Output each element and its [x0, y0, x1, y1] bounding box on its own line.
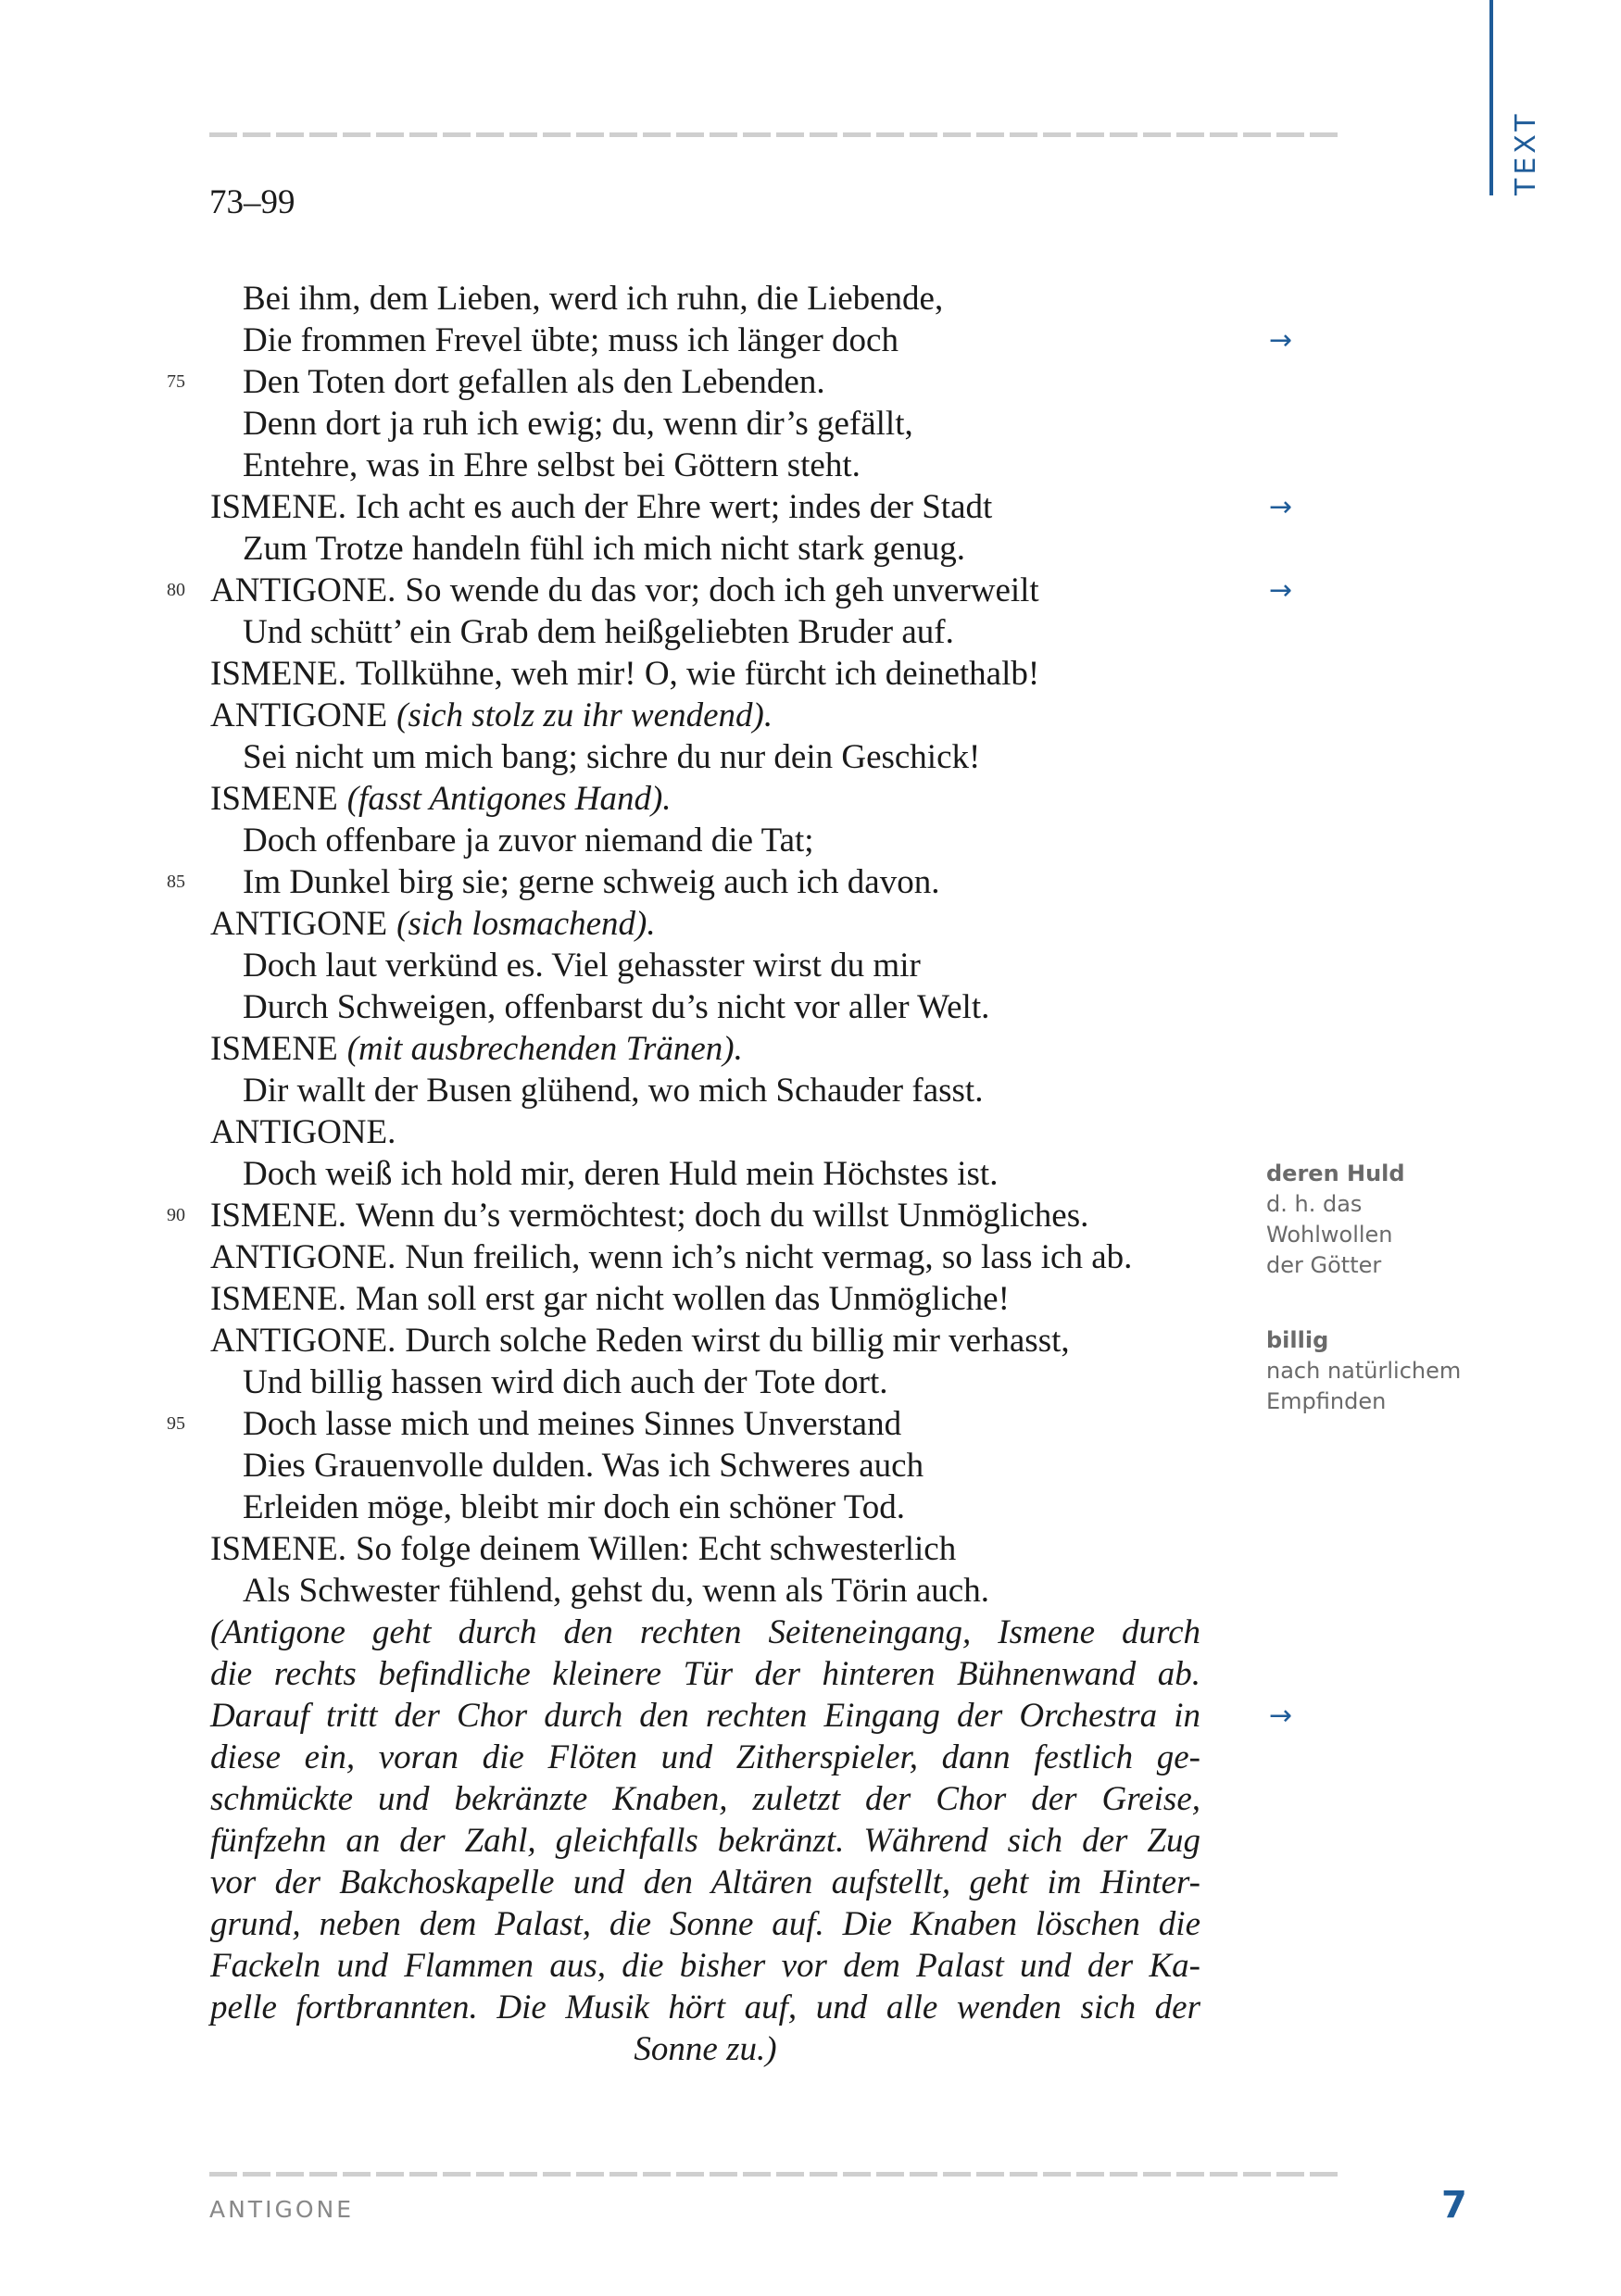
verse-content [210, 695, 773, 736]
verse-content [243, 945, 921, 986]
verse-content [243, 403, 913, 445]
section-tab-label: TEXT [1510, 110, 1542, 195]
line-range: 73–99 [209, 183, 295, 221]
verse-content [210, 903, 656, 945]
verse-content [243, 1070, 983, 1111]
verse-text-line: Sei nicht um mich bang; sichre du nur dein Geschick! [243, 738, 981, 776]
verse-line [0, 736, 1204, 778]
verse-line [0, 528, 1204, 570]
verse-content [243, 736, 980, 778]
verse-line [0, 611, 1204, 653]
verse-line [0, 1070, 1204, 1111]
speaker-name: ISMENE [210, 1030, 338, 1068]
speaker-name: ANTIGONE. [210, 571, 396, 609]
verse-line [0, 986, 1204, 1028]
verse-line [0, 1111, 1204, 1153]
verse-line [0, 1278, 1204, 1320]
verse-text-line: Man soll erst gar nicht wollen das Unmögliche! [355, 1280, 1010, 1318]
verse-content [243, 611, 954, 653]
verse-content [210, 486, 992, 528]
verse-line [0, 945, 1204, 986]
margin-note [1266, 1159, 1405, 1281]
note-term: billig [1266, 1327, 1329, 1353]
note-text: Wohlwollen [1266, 1222, 1393, 1248]
verse-line [0, 861, 1204, 903]
arrow-right-icon: → [1269, 574, 1293, 607]
verse-text-line: So wende du das vor; doch ich geh unverweilt [405, 571, 1039, 609]
verse-line [0, 403, 1204, 445]
speaker-name: ANTIGONE. [210, 1322, 396, 1360]
verse-line [0, 1028, 1204, 1070]
page-number: 7 [1441, 2184, 1467, 2227]
stage-direction-line: vor der Bakchoskapelle und den Altären aufstellt, geht im Hinter- [210, 1863, 1200, 1901]
stage-direction-line: Fackeln und Flammen aus, die bisher vor dem Palast und der Ka- [210, 1947, 1200, 1985]
section-tab-rule [1489, 0, 1493, 195]
verse-text-line: Ich acht es auch der Ehre wert; indes der Stadt [355, 488, 993, 526]
verse-line [0, 778, 1204, 820]
stage-direction-line: Sonne zu.) [634, 2030, 777, 2068]
verse-text-line: Dies Grauenvolle dulden. Was ich Schweres auch [243, 1447, 924, 1485]
verse-text-line: Dir wallt der Busen glühend, wo mich Schauder fasst. [243, 1072, 984, 1110]
footer-title: ANTIGONE [209, 2196, 354, 2223]
footer-divider [209, 2172, 1343, 2177]
stage-direction-line: Darauf tritt der Chor durch den rechten Eingang der Orchestra in [210, 1697, 1200, 1735]
verse-text-line: Wenn du’s vermöchtest; doch du willst Unmögliches. [355, 1197, 1089, 1235]
verse-text-line: Und billig hassen wird dich auch der Tote dort. [243, 1363, 888, 1401]
speaker-name: ANTIGONE [210, 696, 388, 734]
verse-line [0, 320, 1204, 361]
speaker-name: ANTIGONE. [210, 1113, 396, 1151]
note-term: deren Huld [1266, 1161, 1405, 1186]
verse-text-line: Den Toten dort gefallen als den Lebenden. [243, 363, 825, 401]
verse-text-line: Entehre, was in Ehre selbst bei Göttern steht. [243, 446, 861, 484]
line-number: 85 [167, 872, 185, 892]
speaker-name: ISMENE. [210, 1280, 346, 1318]
verse-line [0, 1487, 1204, 1528]
verse-content [243, 986, 989, 1028]
verse-line [0, 820, 1204, 861]
verse-text-line: Durch Schweigen, offenbarst du’s nicht vor aller Welt. [243, 988, 990, 1026]
note-text: Empfinden [1266, 1388, 1387, 1414]
verse-line [0, 1403, 1204, 1445]
verse-line [0, 486, 1204, 528]
verse-line [0, 695, 1204, 736]
verse-text-line: Denn dort ja ruh ich ewig; du, wenn dir’s gefällt, [243, 405, 913, 443]
verse-content [243, 1487, 905, 1528]
verse-content [210, 778, 672, 820]
speaker-name: ISMENE [210, 780, 338, 818]
line-number: 75 [167, 371, 185, 392]
verse-content [243, 445, 861, 486]
verse-content [210, 1278, 1010, 1320]
verse-text-line: Zum Trotze handeln fühl ich mich nicht stark genug. [243, 530, 965, 568]
verse-text-line: So folge deinem Willen: Echt schwesterlich [355, 1530, 957, 1568]
verse-content [243, 1570, 989, 1612]
verse-line [0, 445, 1204, 486]
stage-direction-line: diese ein, voran die Flöten und Zitherspieler, dann festlich ge- [210, 1738, 1200, 1776]
verse-line [0, 1236, 1204, 1278]
stage-note: (fasst Antigones Hand). [346, 780, 672, 818]
verse-text-line: Die frommen Frevel übte; muss ich länger doch [243, 321, 898, 359]
verse-content [243, 1403, 901, 1445]
line-number: 80 [167, 580, 185, 600]
verse-content [210, 1320, 1070, 1361]
arrow-right-icon: → [1269, 324, 1293, 357]
stage-note: (mit ausbrechenden Tränen). [346, 1030, 743, 1068]
speaker-name: ISMENE. [210, 1197, 346, 1235]
verse-content [210, 1111, 405, 1153]
verse-line [0, 570, 1204, 611]
stage-direction-line: (Antigone geht durch den rechten Seiteneingang, Ismene durch [210, 1613, 1200, 1651]
line-number: 95 [167, 1413, 185, 1434]
verse-content [243, 820, 814, 861]
verse-line [0, 1528, 1204, 1570]
arrow-right-icon: → [1269, 491, 1293, 523]
verse-content [210, 653, 1039, 695]
verse-content [243, 861, 939, 903]
verse-text-line: Doch lasse mich und meines Sinnes Unverstand [243, 1405, 902, 1443]
stage-note: (sich losmachend). [396, 905, 656, 943]
note-text: der Götter [1266, 1252, 1382, 1278]
verse-content [243, 1153, 998, 1195]
verse-content [243, 278, 943, 320]
speaker-name: ISMENE. [210, 1530, 346, 1568]
verse-content [243, 1361, 888, 1403]
stage-direction-line: pelle fortbrannten. Die Musik hört auf, und alle wenden sich der [210, 1989, 1200, 2026]
verse-line [0, 1320, 1204, 1361]
stage-direction-line: grund, neben dem Palast, die Sonne auf. Die Knaben löschen die [210, 1905, 1200, 1943]
verse-content [243, 361, 825, 403]
verse-text-line: Nun freilich, wenn ich’s nicht vermag, so lass ich ab. [405, 1238, 1133, 1276]
verse-line [0, 1153, 1204, 1195]
verse-content [210, 1528, 956, 1570]
verse-line [0, 361, 1204, 403]
verse-content [243, 320, 898, 361]
verse-text-line: Erleiden möge, bleibt mir doch ein schöner Tod. [243, 1488, 905, 1526]
verse-line [0, 1361, 1204, 1403]
note-text: d. h. das [1266, 1191, 1363, 1217]
header-divider [209, 132, 1343, 137]
speaker-name: ANTIGONE. [210, 1238, 396, 1276]
verse-content [243, 528, 965, 570]
verse-line [0, 903, 1204, 945]
speaker-name: ISMENE. [210, 655, 346, 693]
verse-text-line: Bei ihm, dem Lieben, werd ich ruhn, die Liebende, [243, 280, 944, 318]
speaker-name: ISMENE. [210, 488, 346, 526]
verse-content [210, 570, 1039, 611]
stage-direction-line: schmückte und bekränzte Knaben, zuletzt der Chor der Greise, [210, 1780, 1200, 1818]
verse-text-line: Durch solche Reden wirst du billig mir verhasst, [405, 1322, 1070, 1360]
verse-text-line: Im Dunkel birg sie; gerne schweig auch ich davon. [243, 863, 940, 901]
verse-line [0, 1445, 1204, 1487]
verse-line [0, 1570, 1204, 1612]
verse-content [210, 1236, 1132, 1278]
verse-content [210, 1028, 743, 1070]
verse-text-line: Doch offenbare ja zuvor niemand die Tat; [243, 822, 814, 859]
verse-content [210, 1195, 1088, 1236]
stage-direction-line: fünfzehn an der Zahl, gleichfalls bekränzt. Während sich der Zug [210, 1822, 1200, 1860]
verse-line [0, 1195, 1204, 1236]
margin-note [1266, 1325, 1461, 1417]
note-text: nach natürlichem [1266, 1358, 1462, 1384]
line-number: 90 [167, 1205, 185, 1225]
verse-line [0, 278, 1204, 320]
speaker-name: ANTIGONE [210, 905, 388, 943]
stage-direction-line: die rechts befindliche kleinere Tür der hinteren Bühnenwand ab. [210, 1655, 1200, 1693]
verse-text-line: Tollkühne, weh mir! O, wie fürcht ich deinethalb! [355, 655, 1040, 693]
verse-content [243, 1445, 924, 1487]
verse-text-line: Und schütt’ ein Grab dem heißgeliebten Bruder auf. [243, 613, 954, 651]
arrow-right-icon: → [1269, 1700, 1293, 1732]
verse-line [0, 653, 1204, 695]
verse-text-line: Als Schwester fühlend, gehst du, wenn als Törin auch. [243, 1572, 989, 1610]
verse-text-line: Doch weiß ich hold mir, deren Huld mein Höchstes ist. [243, 1155, 999, 1193]
stage-note: (sich stolz zu ihr wendend). [396, 696, 773, 734]
verse-text-line: Doch laut verkünd es. Viel gehasster wirst du mir [243, 947, 921, 985]
